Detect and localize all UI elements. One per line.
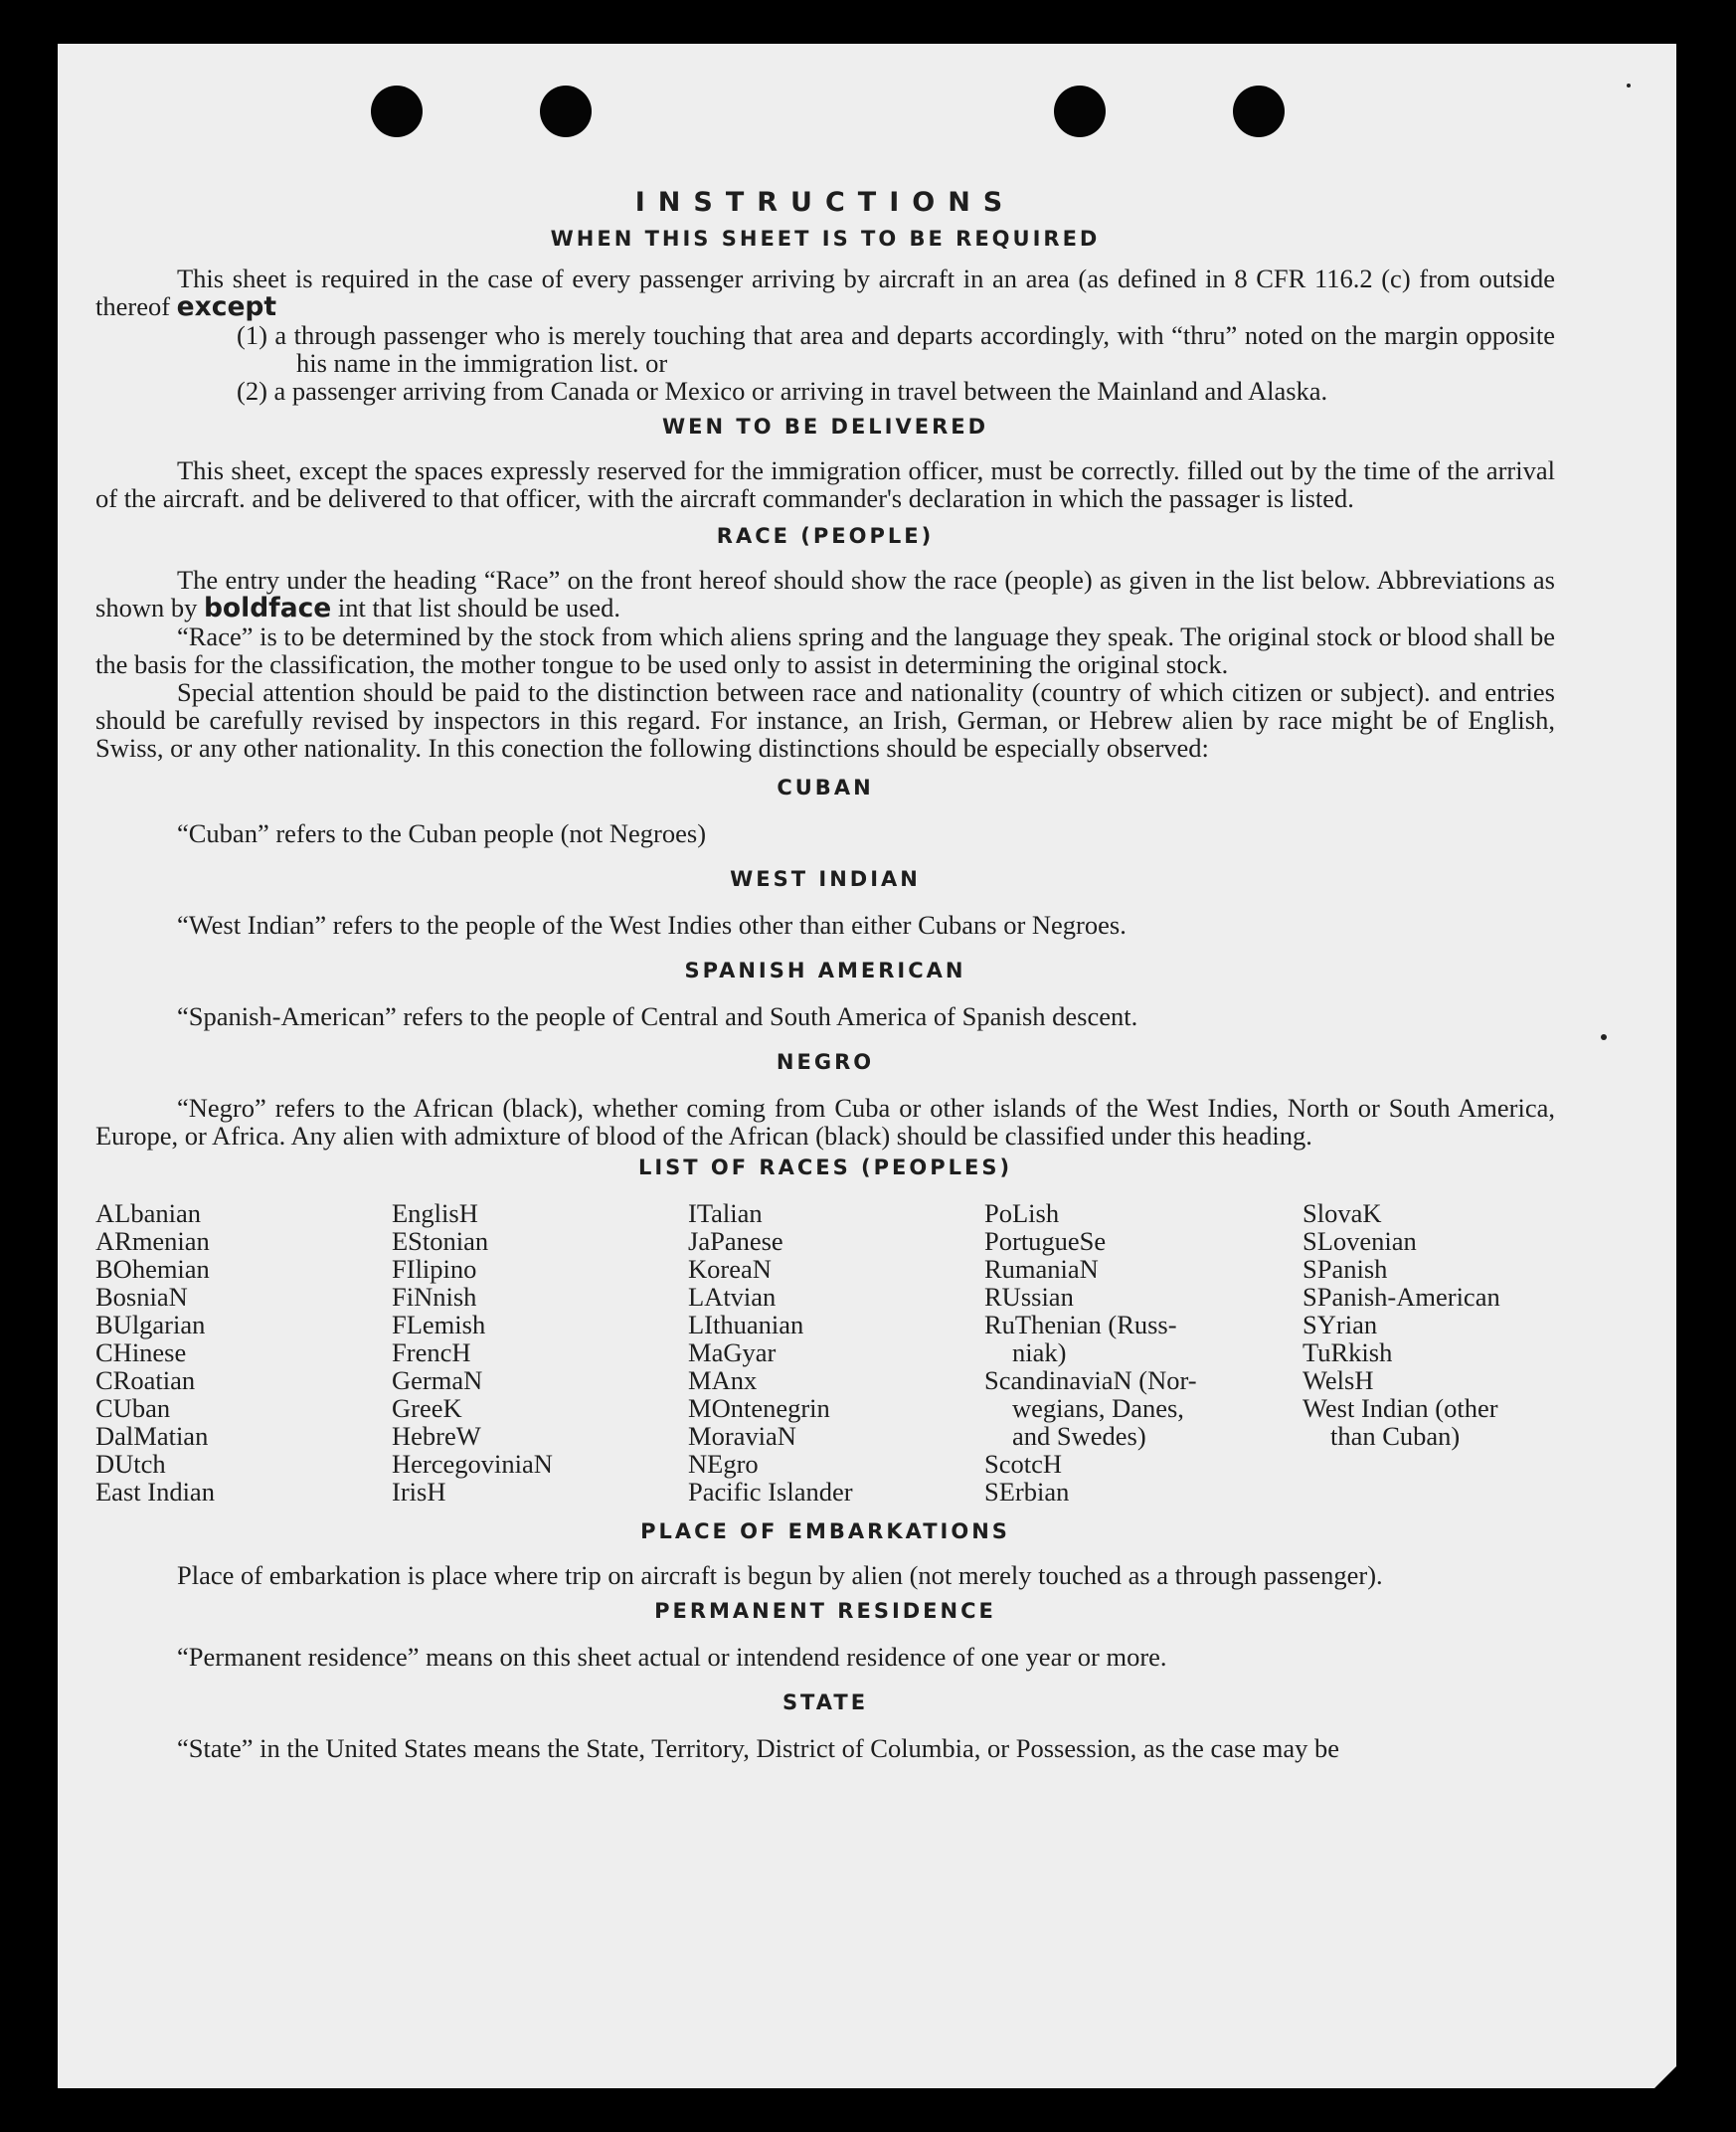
race-item: WelsH [1302,1365,1374,1395]
section-heading: WEST INDIAN [730,867,921,891]
instructions-body [95,189,1555,1762]
race-item: RUssian [984,1282,1074,1312]
race-item: BOhemian [95,1254,210,1284]
speck [1601,1034,1607,1040]
race-item: SLovenian [1302,1226,1417,1256]
race-item: SPanish-American [1302,1282,1500,1312]
paragraph: “Cuban” refers to the Cuban people (not Negroes) [177,818,707,848]
race-item: DUtch [95,1449,166,1479]
section-heading: PLACE OF EMBARKATIONS [640,1519,1010,1543]
speck [1627,84,1631,88]
paragraph: This sheet is required in the case of every passenger arriving by aircraft in an area (as defined in 8 CFR 116.2 (c) from outside thereof except [95,264,1555,322]
race-item: SErbian [984,1477,1070,1507]
race-item: TuRkish [1302,1337,1393,1367]
race-item: LAtvian [688,1282,777,1312]
race-column [1302,1199,1555,1506]
race-item: GermaN [392,1365,483,1395]
race-item: NEgro [688,1449,759,1479]
race-item: and Swedes) [1012,1421,1146,1451]
race-item: SPanish [1302,1254,1388,1284]
race-item: BosniaN [95,1282,188,1312]
paragraph: The entry under the heading “Race” on the front hereof should show the race (people) as given in the list below. Abbreviations as shown by boldface int that list should be used. [95,565,1555,623]
paragraph: “Race” is to be determined by the stock from which aliens spring and the language they speak. The original stock or blood shall be the basis for the classification, the mother tongue to be used only to assist in determining the original stock. [95,622,1555,679]
race-column [984,1199,1302,1506]
section-heading: NEGRO [776,1050,875,1074]
race-item: FrencH [392,1337,471,1367]
race-item: wegians, Danes, [1012,1393,1184,1423]
race-item: LIthuanian [688,1310,804,1339]
paragraph: Place of embarkation is place where trip on aircraft is begun by alien (not merely touched as a through passenger). [177,1560,1383,1590]
race-item: BUlgarian [95,1310,206,1339]
section-heading: CUBAN [777,776,874,800]
race-item: CUban [95,1393,171,1423]
race-item: MoraviaN [688,1421,796,1451]
race-item: SYrian [1302,1310,1378,1339]
race-item: PoLish [984,1198,1060,1228]
race-item: MOntenegrin [688,1393,830,1423]
page-title: INSTRUCTIONS [634,187,1016,218]
race-item: RuThenian (Russ- [984,1310,1177,1339]
race-item: FiNnish [392,1282,477,1312]
race-item: MAnx [688,1365,758,1395]
race-item: EnglisH [392,1198,478,1228]
paragraph: “Spanish-American” refers to the people of Central and South America of Spanish descent. [177,1001,1138,1031]
section-heading: STATE [781,1690,869,1714]
race-item: FLemish [392,1310,486,1339]
section-heading: WHEN THIS SHEET IS TO BE REQUIRED [550,227,1101,251]
race-item: DalMatian [95,1421,209,1451]
race-item: ScandinaviaN (Nor- [984,1365,1197,1395]
race-column [392,1199,688,1506]
paragraph: This sheet, except the spaces expressly reserved for the immigration officer, must be correctly. filled out by the time of the arrival of the aircraft. and be delivered to that officer, with the aircraft commander's declaration in which the passager is listed. [95,455,1555,513]
paragraph: “West Indian” refers to the people of the West Indies other than either Cubans or Negroes. [177,910,1127,940]
race-item: IrisH [392,1477,446,1507]
race-item: EStonian [392,1226,489,1256]
race-item: HebreW [392,1421,481,1451]
race-item: FIlipino [392,1254,477,1284]
race-column [688,1199,984,1506]
race-item: Pacific Islander [688,1477,853,1507]
race-list [95,1199,1555,1506]
race-item: East Indian [95,1477,215,1507]
race-item: West Indian (other [1302,1393,1498,1423]
race-item: ScotcH [984,1449,1063,1479]
race-item: than Cuban) [1330,1421,1461,1451]
list-item: (1) a through passenger who is merely touching that area and departs accordingly, with “thru” noted on the margin opposite his name in the immigration list. or [237,320,1555,378]
race-item: ALbanian [95,1198,201,1228]
race-column [95,1199,392,1506]
section-heading: RACE (PEOPLE) [716,524,935,548]
punch-hole [540,86,592,137]
race-item: niak) [1012,1337,1067,1367]
paragraph: Special attention should be paid to the distinction between race and nationality (country of which citizen or subject). and entries should be carefully revised by inspectors in this regard. For instance, an Irish, German, or Hebrew alien by race might be of English, Swiss, or any other nationality. In this conection the following distinctions should be especially observed: [95,677,1555,763]
paragraph: “Negro” refers to the African (black), whether coming from Cuba or other islands of the West Indies, North or South America, Europe, or Africa. Any alien with admixture of blood of the African (black) should be classified under this heading. [95,1093,1555,1151]
race-item: ARmenian [95,1226,210,1256]
paragraph: “State” in the United States means the State, Territory, District of Columbia, or Possession, as the case may be [177,1733,1340,1763]
race-item: GreeK [392,1393,462,1423]
race-item: CRoatian [95,1365,196,1395]
paragraph: “Permanent residence” means on this sheet actual or intendend residence of one year or more. [177,1642,1167,1672]
race-item: RumaniaN [984,1254,1099,1284]
section-heading: WEN TO BE DELIVERED [661,415,989,439]
punch-hole [1233,86,1285,137]
section-heading: PERMANENT RESIDENCE [654,1599,996,1623]
race-item: SlovaK [1302,1198,1382,1228]
race-item: MaGyar [688,1337,777,1367]
race-item: JaPanese [688,1226,783,1256]
section-heading: SPANISH AMERICAN [684,959,966,982]
race-item: PortugueSe [984,1226,1107,1256]
list-item: (2) a passenger arriving from Canada or Mexico or arriving in travel between the Mainland and Alaska. [237,376,1328,406]
punch-hole [1054,86,1106,137]
race-item: HercegoviniaN [392,1449,553,1479]
punch-hole [371,86,423,137]
paper-corner [1654,2066,1676,2088]
race-item: KoreaN [688,1254,772,1284]
race-item: CHinese [95,1337,187,1367]
section-heading: LIST OF RACES (PEOPLES) [637,1155,1013,1179]
race-item: ITalian [688,1198,763,1228]
